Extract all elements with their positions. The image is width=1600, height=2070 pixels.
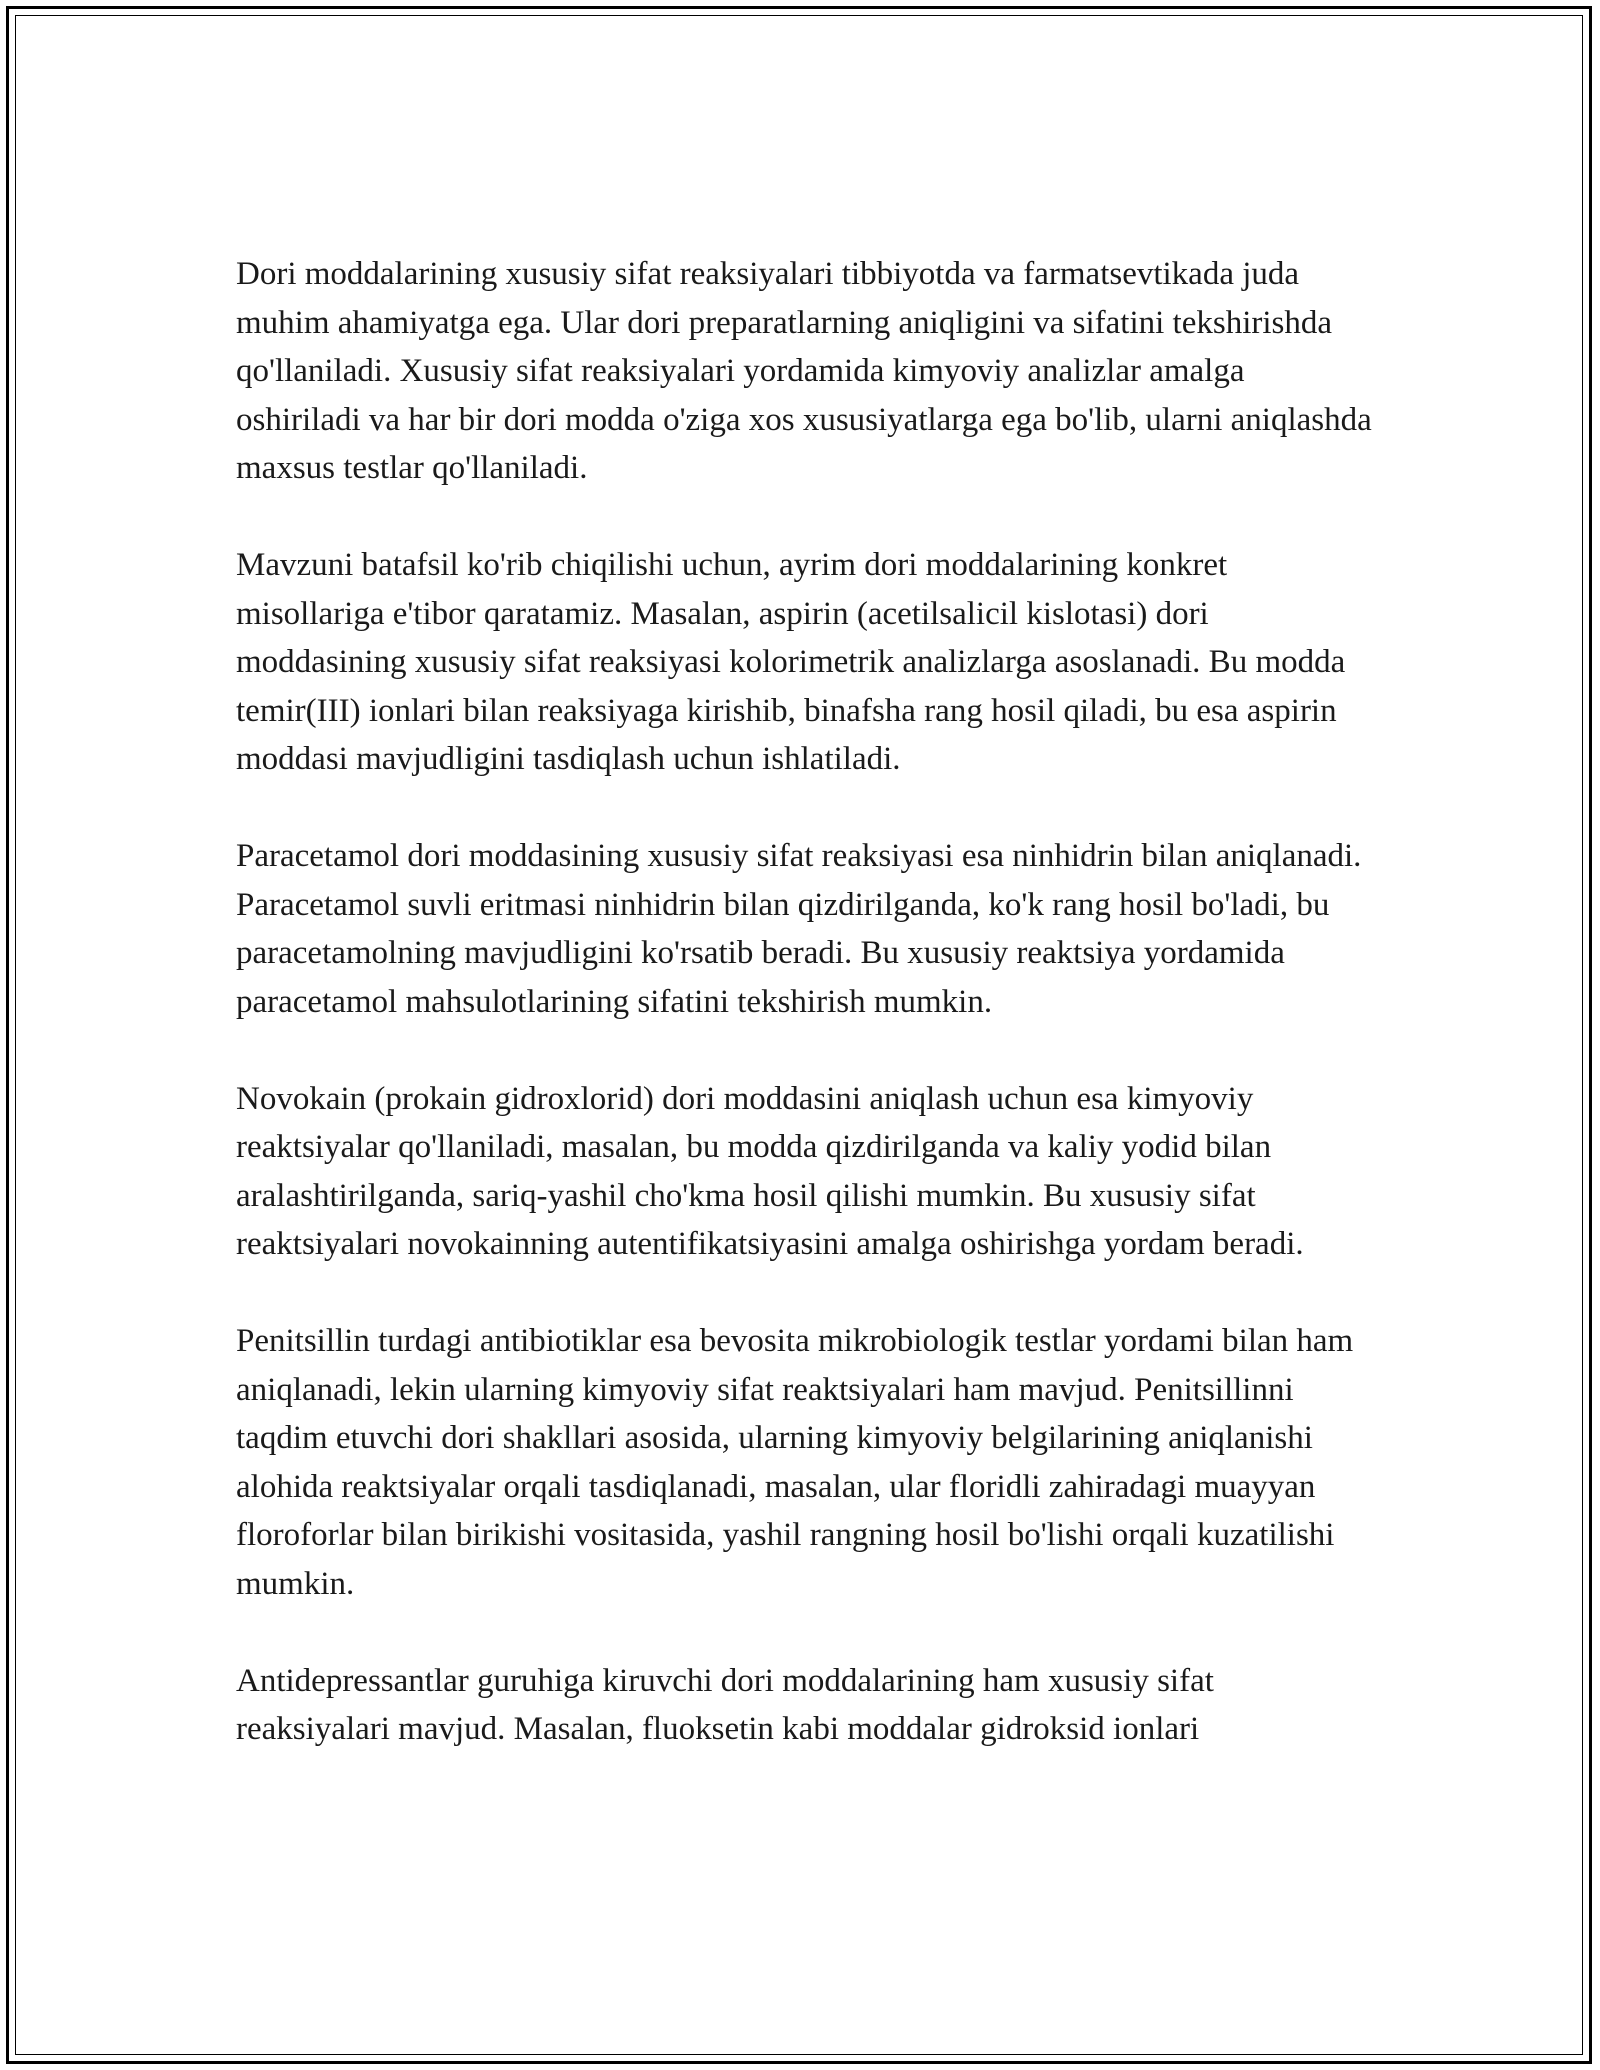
paragraph-4: Novokain (prokain gidroxlorid) dori moddasini aniqlash uchun esa kimyoviy reaktsiyalar qo'llaniladi, masalan, bu modda qizdirilganda va kaliy yodid bilan aralashtirilganda, sariq-yashil cho'kma hosil qilishi mumkin. Bu xususiy sifat reaktsiyalari novokainning autentifikatsiyasini amalga oshirishga yordam beradi. bbox=[236, 1080, 1304, 1262]
paragraph-3: Paracetamol dori moddasining xususiy sifat reaksiyasi esa ninhidrin bilan aniqlanadi. Paracetamol suvli eritmasi ninhidrin bilan qizdirilganda, ko'k rang hosil bo'ladi, bu paracetamolning mavjudligini ko'rsatib beradi. Bu xususiy reaktsiya yordamida paracetamol mahsulotlarining sifatini tekshirish mumkin. bbox=[236, 838, 1362, 1020]
document-body bbox=[236, 250, 1376, 1802]
paragraph-6: Antidepressantlar guruhiga kiruvchi dori moddalarining ham xususiy sifat reaksiyalari mavjud. Masalan, fluoksetin kabi moddalar gidroksid ionlari bbox=[236, 1662, 1214, 1747]
paragraph-2: Mavzuni batafsil ko'rib chiqilishi uchun, ayrim dori moddalarining konkret misollariga e'tibor qaratamiz. Masalan, aspirin (acetilsalicil kislotasi) dori moddasining xususiy sifat reaksiyasi kolorimetrik analizlarga asoslanadi. Bu modda temir(III) ionlari bilan reaksiyaga kirishib, binafsha rang hosil qiladi, bu esa aspirin moddasi mavjudligini tasdiqlash uchun ishlatiladi. bbox=[236, 547, 1346, 777]
paragraph-1: Dori moddalarining xususiy sifat reaksiyalari tibbiyotda va farmatsevtikada juda muhim ahamiyatga ega. Ular dori preparatlarning aniqligini va sifatini tekshirishda qo'llaniladi. Xususiy sifat reaksiyalari yordamida kimyoviy analizlar amalga oshiriladi va har bir dori modda o'ziga xos xususiyatlarga ega bo'lib, ularni aniqlashda maxsus testlar qo'llaniladi. bbox=[236, 256, 1372, 486]
paragraph-5: Penitsillin turdagi antibiotiklar esa bevosita mikrobiologik testlar yordami bilan ham aniqlanadi, lekin ularning kimyoviy sifat reaktsiyalari ham mavjud. Penitsillinni taqdim etuvchi dori shakllari asosida, ularning kimyoviy belgilarining aniqlanishi alohida reaktsiyalar orqali tasdiqlanadi, masalan, ular floridli zahiradagi muayyan floroforlar bilan birikishi vositasida, yashil rangning hosil bo'lishi orqali kuzatilishi mumkin. bbox=[236, 1323, 1354, 1602]
